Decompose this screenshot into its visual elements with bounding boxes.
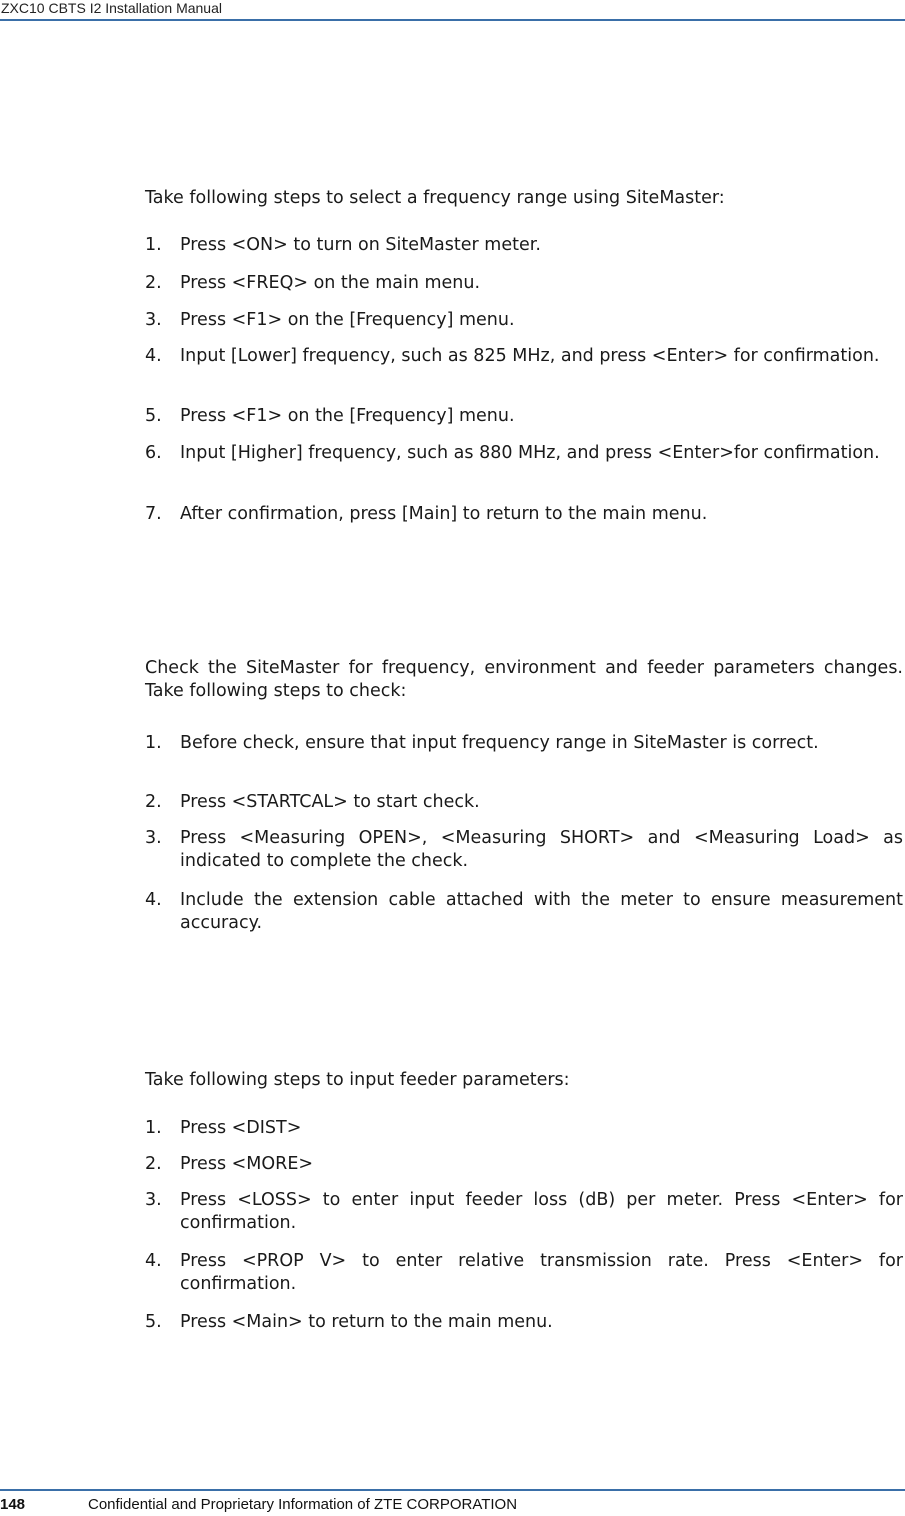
list-item	[145, 791, 903, 814]
step-text: Press <Measuring OPEN>, <Measuring SHORT> and <Measuring Load> as indicated to complete the check.	[180, 828, 903, 871]
step-number: 5.	[145, 406, 162, 426]
list-item	[145, 405, 903, 428]
list-item	[145, 827, 903, 873]
step-number: 1.	[145, 235, 162, 255]
section-3-intro: Take following steps to input feeder parameters:	[145, 1070, 570, 1090]
list-item	[145, 1250, 903, 1296]
list-item	[145, 1153, 903, 1176]
header-rule	[0, 19, 905, 21]
step-text: Press <ON> to turn on SiteMaster meter.	[180, 235, 541, 255]
step-text: Include the extension cable attached with the meter to ensure measurement accuracy.	[180, 890, 903, 933]
step-text: Press <F1> on the [Frequency] menu.	[180, 310, 515, 330]
footer-rule	[0, 1489, 905, 1491]
list-item	[145, 309, 903, 332]
step-number: 6.	[145, 443, 162, 463]
step-number: 5.	[145, 1312, 162, 1332]
step-text: Press <MORE>	[180, 1154, 314, 1174]
list-item	[145, 732, 903, 755]
step-number: 2.	[145, 792, 162, 812]
list-item	[145, 1189, 903, 1235]
step-number: 1.	[145, 1118, 162, 1138]
page-number: 148	[0, 1496, 26, 1513]
step-number: 3.	[145, 1190, 162, 1210]
step-text: Press <DIST>	[180, 1118, 302, 1138]
list-item	[145, 442, 903, 465]
step-number: 2.	[145, 1154, 162, 1174]
list-item	[145, 1311, 903, 1334]
step-number: 4.	[145, 890, 162, 910]
page-header	[0, 0, 905, 22]
step-text: After confirmation, press [Main] to return to the main menu.	[180, 504, 708, 524]
list-item	[145, 503, 903, 526]
footer-text: Confidential and Proprietary Information of ZTE CORPORATION	[88, 1496, 518, 1513]
step-text: Input [Higher] frequency, such as 880 MHz, and press <Enter>for confirmation.	[180, 443, 880, 463]
section-1-intro: Take following steps to select a frequency range using SiteMaster:	[145, 188, 725, 208]
step-text: Press <STARTCAL> to start check.	[180, 792, 480, 812]
step-text: Press <Main> to return to the main menu.	[180, 1312, 553, 1332]
list-item	[145, 345, 903, 368]
step-text: Press <PROP V> to enter relative transmission rate. Press <Enter> for confirmation.	[180, 1251, 903, 1294]
list-item	[145, 234, 903, 257]
step-text: Before check, ensure that input frequency range in SiteMaster is correct.	[180, 733, 819, 753]
header-title: ZXC10 CBTS I2 Installation Manual	[1, 0, 222, 16]
step-number: 4.	[145, 1251, 162, 1271]
step-number: 7.	[145, 504, 162, 524]
step-number: 3.	[145, 828, 162, 848]
step-text: Press <F1> on the [Frequency] menu.	[180, 406, 515, 426]
step-text: Input [Lower] frequency, such as 825 MHz, and press <Enter> for confirmation.	[180, 346, 880, 366]
step-number: 2.	[145, 273, 162, 293]
step-number: 4.	[145, 346, 162, 366]
step-number: 3.	[145, 310, 162, 330]
step-text: Press <LOSS> to enter input feeder loss (dB) per meter. Press <Enter> for confirmation.	[180, 1190, 903, 1233]
list-item	[145, 272, 903, 295]
step-text: Press <FREQ> on the main menu.	[180, 273, 481, 293]
section-2-intro: Check the SiteMaster for frequency, environment and feeder parameters changes. Take following steps to check:	[145, 658, 903, 701]
list-item	[145, 889, 903, 935]
list-item	[145, 1117, 903, 1140]
step-number: 1.	[145, 733, 162, 753]
